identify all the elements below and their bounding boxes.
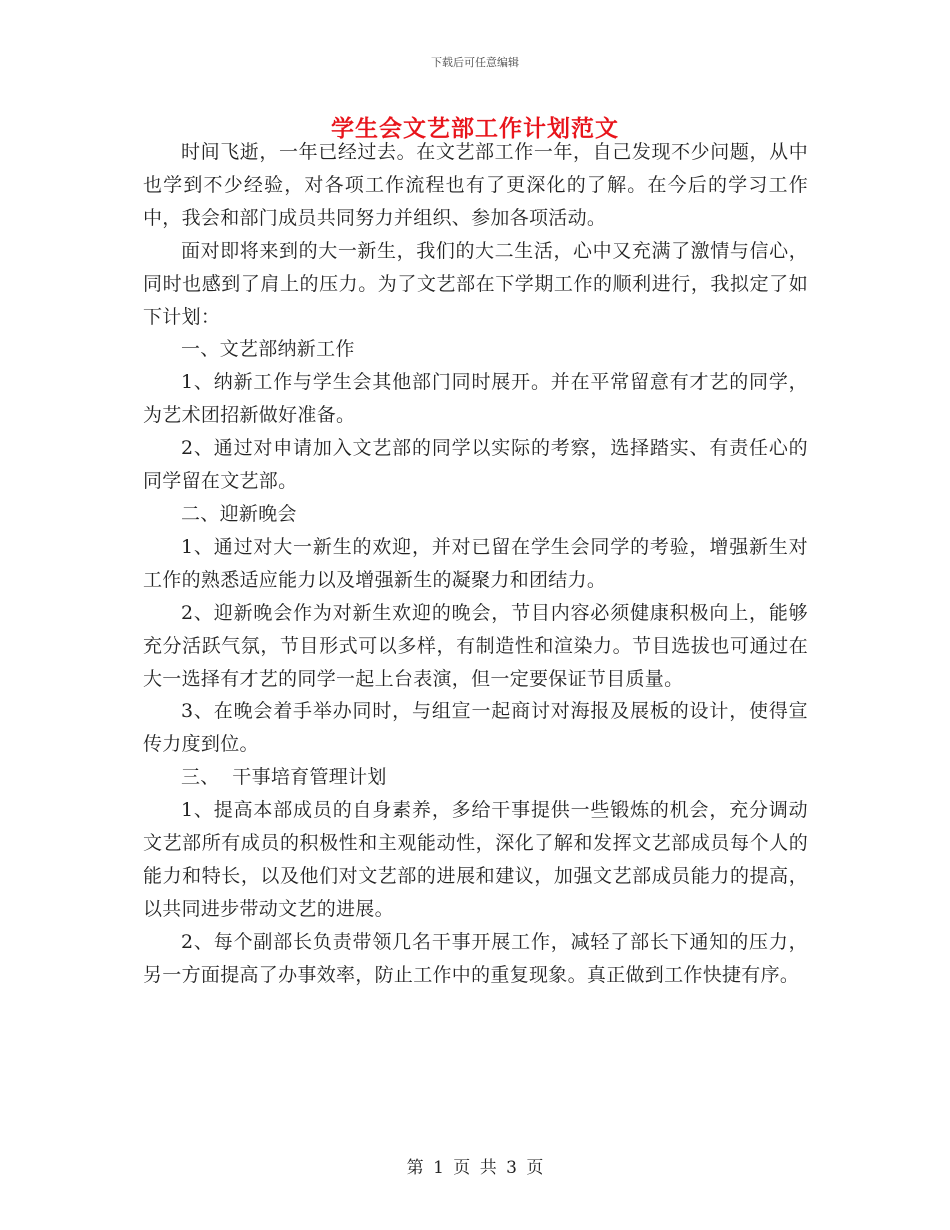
header-note: 下载后可任意编辑 [431, 56, 519, 69]
paragraph: 2、每个副部长负责带领几名干事开展工作，减轻了部长下通知的压力，另一方面提高了办事效率，防止工作中的重复现象。真正做到工作快捷有序。 [143, 930, 808, 986]
document-body [143, 136, 808, 992]
paragraph: 1、纳新工作与学生会其他部门同时展开。并在平常留意有才艺的同学，为艺术团招新做好准备。 [143, 371, 808, 427]
page-footer: 第 1 页 共 3 页 [406, 1158, 544, 1178]
paragraph: 2、迎新晚会作为对新生欢迎的晚会，节目内容必须健康积极向上，能够充分活跃气氛，节目形式可以多样，有制造性和渲染力。节目选拔也可通过在大一选择有才艺的同学一起上台表演，但一定要保证节目质量。 [143, 601, 808, 690]
paragraph: 2、通过对申请加入文艺部的同学以实际的考察，选择踏实、有责任心的同学留在文艺部。 [143, 437, 808, 493]
paragraph: 1、提高本部成员的自身素养，多给干事提供一些锻炼的机会，充分调动文艺部所有成员的积极性和主观能动性，深化了解和发挥文艺部成员每个人的能力和特长，以及他们对文艺部的进展和建议，加强文艺部成员能力的提高，以共同进步带动文艺的进展。 [143, 799, 808, 920]
paragraph: 时间飞逝，一年已经过去。在文艺部工作一年，自己发现不少问题，从中也学到不少经验，对各项工作流程也有了更深化的了解。在今后的学习工作中，我会和部门成员共同努力并组织、参加各项活动。 [143, 141, 808, 229]
document-title: 学生会文艺部工作计划范文 [331, 116, 619, 142]
section-heading: 一、文艺部纳新工作 [181, 338, 355, 361]
section-heading: 三、 干事培育管理计划 [181, 766, 387, 789]
paragraph: 1、通过对大一新生的欢迎，并对已留在学生会同学的考验，增强新生对工作的熟悉适应能力以及增强新生的凝聚力和团结力。 [143, 535, 808, 591]
section-heading: 二、迎新晚会 [181, 502, 297, 525]
paragraph: 面对即将来到的大一新生，我们的大二生活，心中又充满了激情与信心，同时也感到了肩上的压力。为了文艺部在下学期工作的顺利进行，我拟定了如下计划： [143, 239, 808, 328]
paragraph: 3、在晚会着手举办同时，与组宣一起商讨对海报及展板的设计，使得宣传力度到位。 [143, 700, 808, 756]
